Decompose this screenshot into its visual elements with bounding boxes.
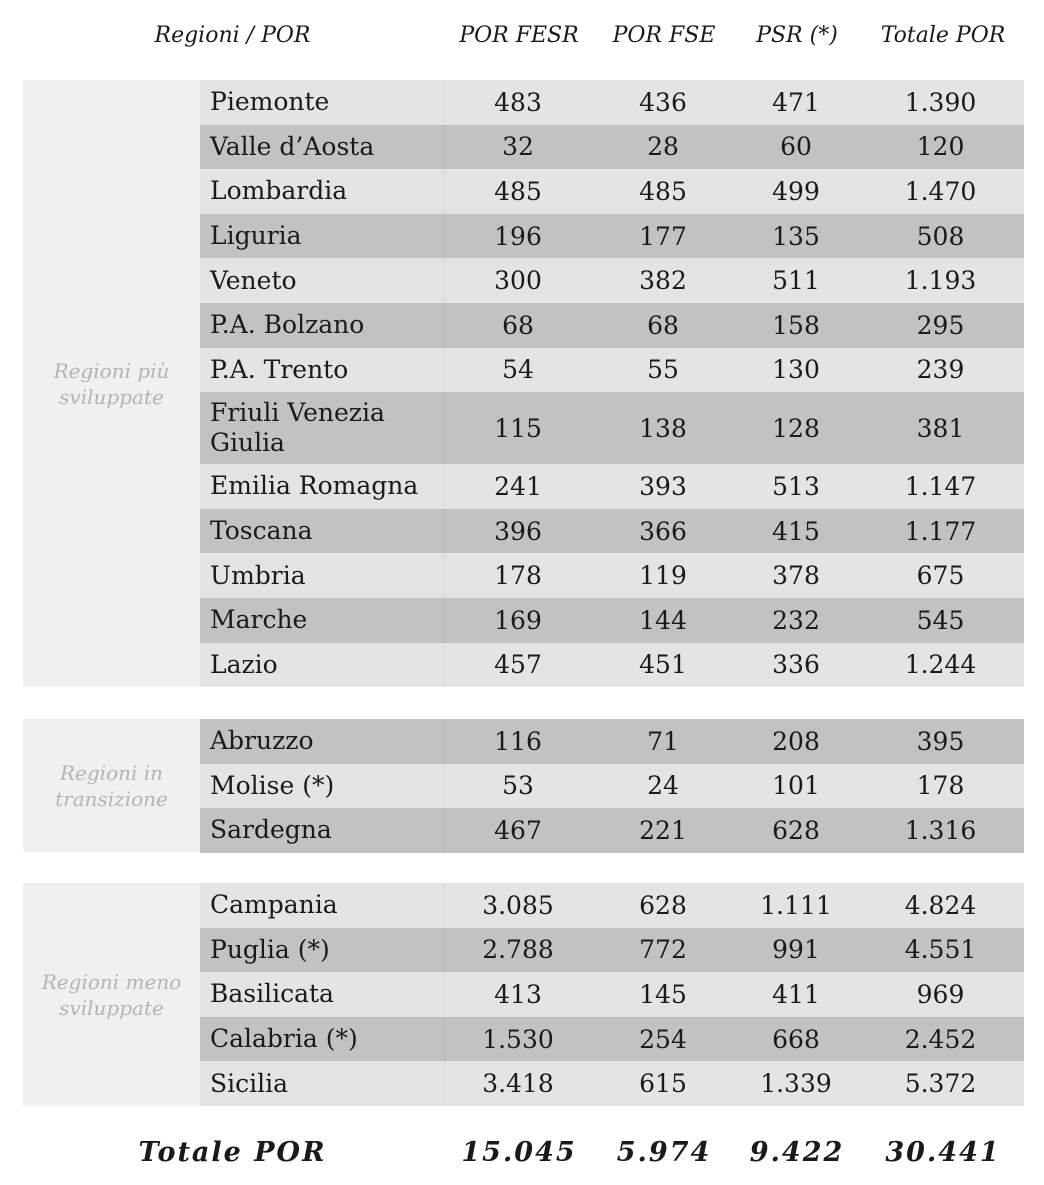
region-name: Valle d’Aosta: [200, 125, 445, 170]
section-more-developed: [23, 80, 1024, 687]
table-row: [200, 972, 1024, 1017]
totale-por-value: 1.470: [904, 176, 977, 206]
totale-por-value: 120: [916, 132, 965, 162]
por-fesr-value: 457: [494, 650, 542, 680]
totale-por-value: 969: [916, 979, 965, 1009]
table-row: [200, 764, 1024, 809]
region-name: Liguria: [200, 214, 445, 259]
totale-por-value: 295: [916, 310, 965, 340]
por-fesr-value: 1.530: [482, 1024, 554, 1054]
por-fesr-value: 396: [494, 516, 542, 546]
por-fesr-value: 300: [494, 266, 542, 296]
por-fse-value: 24: [647, 771, 679, 801]
totale-por-value: 1.390: [904, 87, 977, 117]
table-row: [200, 169, 1024, 214]
totale-por-value: 395: [916, 726, 965, 756]
totale-por-value: 5.372: [904, 1069, 977, 1099]
psr-value: 128: [772, 413, 820, 443]
por-fesr-value: 413: [494, 979, 542, 1009]
table-row: [200, 1017, 1024, 1062]
table-row: [200, 719, 1024, 764]
por-fse-value: 436: [639, 87, 687, 117]
por-fesr-value: 115: [494, 413, 542, 443]
por-fesr-value: 68: [502, 310, 534, 340]
section-label: Regioni più sviluppate: [53, 358, 170, 409]
por-fse-value: 382: [639, 266, 687, 296]
totale-por-value: 2.452: [904, 1024, 977, 1054]
region-name: Molise (*): [200, 764, 445, 809]
por-fesr-value: 241: [494, 471, 542, 501]
por-fse-value: 55: [647, 355, 679, 385]
por-fesr-value: 54: [502, 355, 534, 385]
psr-value: 208: [772, 726, 820, 756]
psr-value: 1.111: [760, 890, 832, 920]
region-name: Lazio: [200, 643, 445, 688]
table-row: [200, 598, 1024, 643]
psr-value: 511: [772, 266, 820, 296]
psr-value: 991: [772, 935, 820, 965]
totals-por-fse: 5.974: [616, 1137, 712, 1168]
region-name: Sardegna: [200, 808, 445, 853]
section-less-developed: [23, 883, 1024, 1106]
table-row: [200, 303, 1024, 348]
table-row: [200, 464, 1024, 509]
region-name: Calabria (*): [200, 1017, 445, 1062]
por-fesr-value: 196: [494, 221, 542, 251]
psr-value: 130: [772, 355, 820, 385]
header-por-fse: POR FSE: [612, 23, 716, 48]
por-fse-value: 68: [647, 310, 679, 340]
table-row: [200, 928, 1024, 973]
por-fse-value: 451: [639, 650, 687, 680]
por-fesr-value: 169: [494, 605, 542, 635]
section-rows: [200, 719, 1024, 853]
totale-por-value: 675: [916, 561, 965, 591]
por-fesr-value: 3.085: [482, 890, 554, 920]
totale-por-value: 4.824: [904, 890, 977, 920]
por-fse-value: 628: [639, 890, 687, 920]
totale-por-value: 1.244: [904, 650, 977, 680]
table-header: [0, 18, 1044, 54]
por-fesr-value: 32: [502, 132, 534, 162]
table-row: [200, 553, 1024, 598]
totals-row: [0, 1130, 1044, 1176]
table-row: [200, 214, 1024, 259]
totale-por-value: 1.193: [904, 266, 977, 296]
psr-value: 336: [772, 650, 820, 680]
table-row: [200, 80, 1024, 125]
psr-value: 232: [772, 605, 820, 635]
header-region: Regioni / POR: [154, 23, 311, 48]
region-name: Sicilia: [200, 1061, 445, 1106]
por-fse-value: 615: [639, 1069, 687, 1099]
por-fesr-value: 178: [494, 561, 542, 591]
header-totale-por: Totale POR: [880, 23, 1006, 48]
totals-psr: 9.422: [749, 1137, 845, 1168]
por-fesr-value: 2.788: [482, 935, 554, 965]
table-row: [200, 509, 1024, 554]
psr-value: 471: [772, 87, 820, 117]
por-fse-value: 485: [639, 176, 687, 206]
por-fse-value: 71: [647, 726, 679, 756]
psr-value: 499: [772, 176, 820, 206]
header-psr: PSR (*): [756, 23, 838, 48]
section-label: Regioni in transizione: [55, 760, 168, 811]
totale-por-value: 381: [916, 413, 965, 443]
por-fse-value: 177: [639, 221, 687, 251]
region-name: Campania: [200, 883, 445, 928]
psr-value: 158: [772, 310, 820, 340]
totale-por-value: 1.177: [904, 516, 977, 546]
por-fesr-value: 483: [494, 87, 542, 117]
section-label: Regioni meno sviluppate: [41, 969, 182, 1020]
por-fse-value: 145: [639, 979, 687, 1009]
totale-por-value: 1.316: [904, 815, 977, 845]
psr-value: 513: [772, 471, 820, 501]
table-row: [200, 125, 1024, 170]
psr-value: 411: [772, 979, 820, 1009]
por-fse-value: 221: [639, 815, 687, 845]
por-fse-value: 393: [639, 471, 687, 501]
por-fesr-value: 467: [494, 815, 542, 845]
totale-por-value: 545: [916, 605, 965, 635]
por-fesr-value: 53: [502, 771, 534, 801]
por-fse-value: 119: [639, 561, 687, 591]
region-name: Marche: [200, 598, 445, 643]
por-fse-value: 28: [647, 132, 679, 162]
por-fesr-value: 485: [494, 176, 542, 206]
region-name: Abruzzo: [200, 719, 445, 764]
region-name: Friuli Venezia Giulia: [200, 392, 445, 464]
section-rows: [200, 80, 1024, 687]
region-name: Toscana: [200, 509, 445, 554]
por-fse-value: 366: [639, 516, 687, 546]
region-name: Lombardia: [200, 169, 445, 214]
table-row: [200, 808, 1024, 853]
psr-value: 1.339: [760, 1069, 832, 1099]
psr-value: 378: [772, 561, 820, 591]
table-row: [200, 883, 1024, 928]
totale-por-value: 239: [916, 355, 965, 385]
psr-value: 101: [772, 771, 820, 801]
por-fesr-value: 116: [494, 726, 542, 756]
table-row: [200, 258, 1024, 303]
psr-value: 135: [772, 221, 820, 251]
region-name: P.A. Bolzano: [200, 303, 445, 348]
por-fse-value: 144: [639, 605, 687, 635]
header-por-fesr: POR FESR: [459, 23, 579, 48]
psr-value: 668: [772, 1024, 820, 1054]
psr-value: 415: [772, 516, 820, 546]
region-name: Puglia (*): [200, 928, 445, 973]
totale-por-value: 1.147: [904, 471, 977, 501]
table-row: [200, 1061, 1024, 1106]
totale-por-value: 178: [916, 771, 965, 801]
section-transition: [23, 719, 1024, 852]
section-rows: [200, 883, 1024, 1106]
totals-label: Totale POR: [138, 1137, 327, 1168]
totals-totale-por: 30.441: [885, 1137, 1001, 1168]
por-fse-value: 254: [639, 1024, 687, 1054]
region-name: P.A. Trento: [200, 348, 445, 393]
por-fse-value: 138: [639, 413, 687, 443]
region-name: Piemonte: [200, 80, 445, 125]
totale-por-value: 508: [916, 221, 965, 251]
region-name: Veneto: [200, 258, 445, 303]
table-row: [200, 392, 1024, 464]
totals-por-fesr: 15.045: [461, 1137, 577, 1168]
psr-value: 628: [772, 815, 820, 845]
region-name: Basilicata: [200, 972, 445, 1017]
region-name: Umbria: [200, 553, 445, 598]
por-fesr-value: 3.418: [482, 1069, 554, 1099]
psr-value: 60: [780, 132, 812, 162]
region-name: Emilia Romagna: [200, 464, 445, 509]
table-row: [200, 348, 1024, 393]
por-fse-value: 772: [639, 935, 687, 965]
totale-por-value: 4.551: [904, 935, 977, 965]
table-row: [200, 643, 1024, 688]
